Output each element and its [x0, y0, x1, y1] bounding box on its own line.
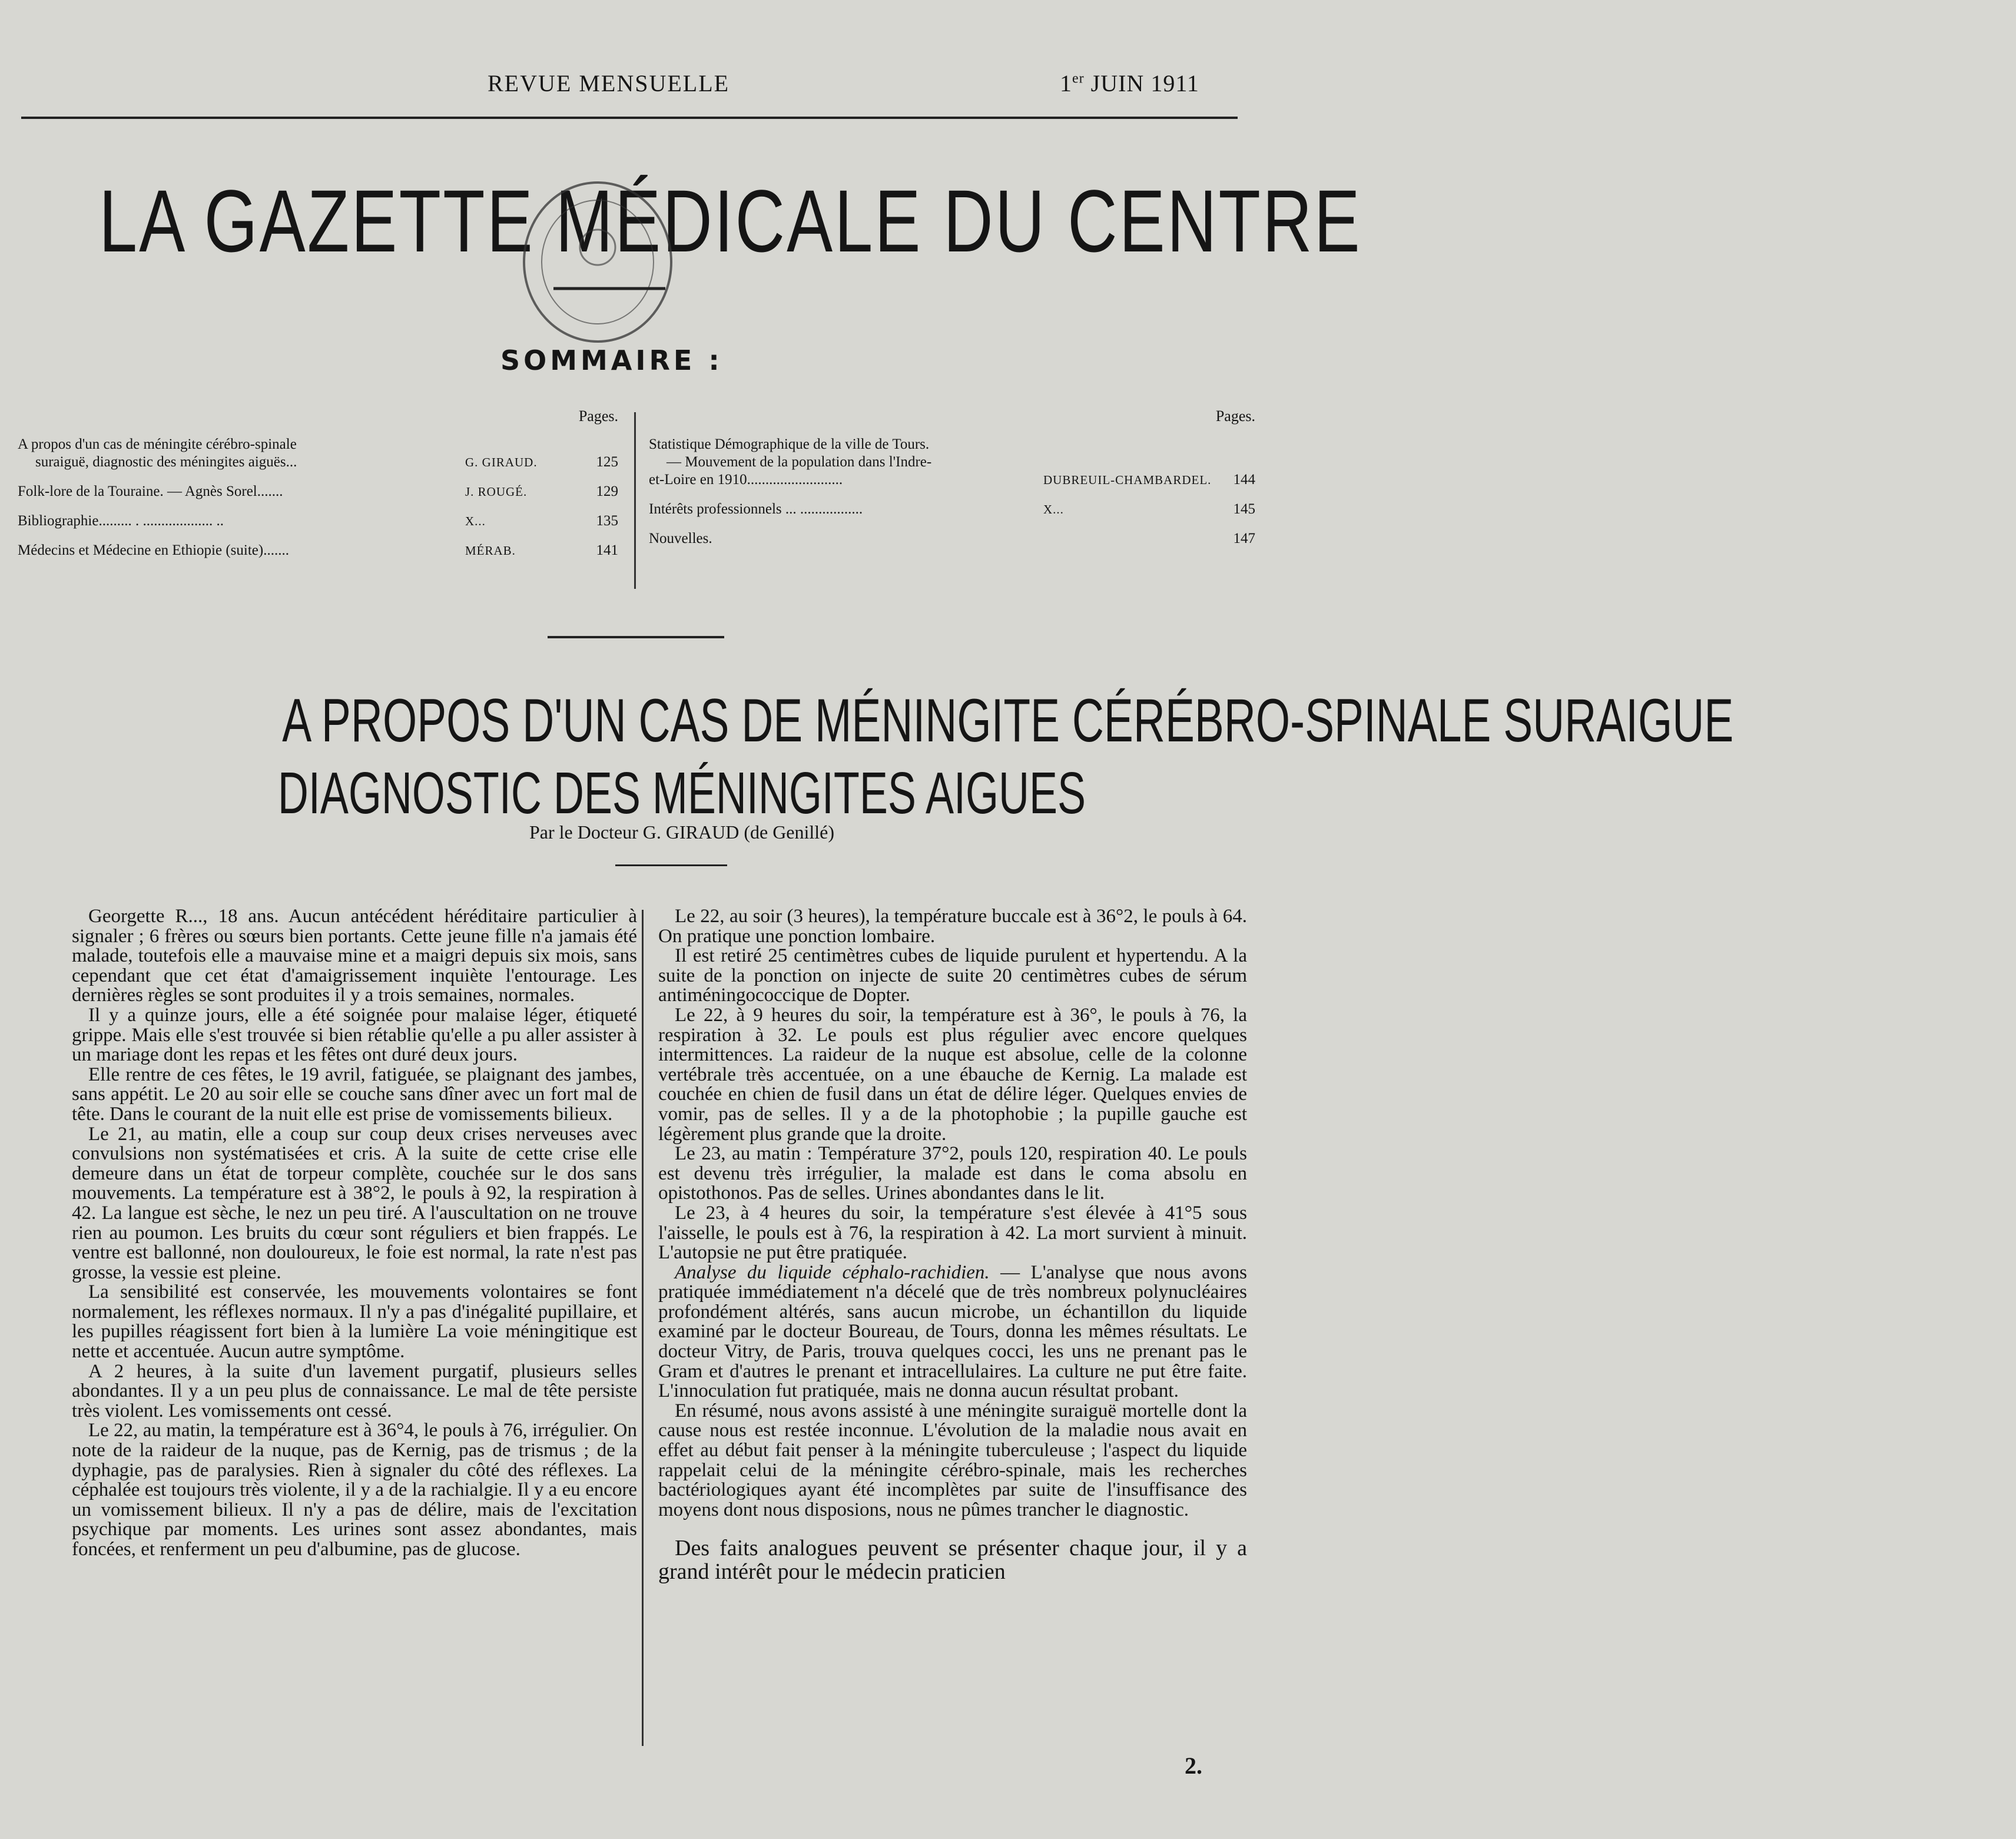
analyse-text: — L'analyse que nous avons pratiquée immédiatement n'a décelé que de très nombreux polynucléaires profondément altérés, sans aucun microbe, un échantillon du liquide examiné par le docteur Boureau, de Tours, donna les mêmes résultats. Le docteur Vitry, de Paris, trouva quelques cocci, les uns ne prenant pas le Gram et d'autres le prenant et intracellulaires. La culture ne put être faite. L'innoculation fut pratiquée, mais ne donna aucun résultat probant.	[658, 1261, 1247, 1402]
toc-entry	[649, 501, 1255, 518]
toc-entry	[18, 542, 618, 559]
toc-entry-author: X...	[1043, 502, 1064, 516]
toc-title-line: Statistique Démographique de la ville de Tours.	[649, 436, 930, 452]
sommaire-heading: SOMMAIRE :	[500, 344, 723, 376]
article-paragraph: Il est retiré 25 centimètres cubes de liquide purulent et hypertendu. A la suite de la ponction on injecte de suite 20 centimètres cubes de sérum antiméningococcique de Dopter.	[658, 945, 1247, 1006]
article-title-line1	[0, 686, 1734, 756]
article-title-line2	[0, 760, 1364, 827]
masthead-title: LA GAZETTE MÉDICALE DU CENTRE	[99, 171, 1362, 270]
right-paragraphs	[658, 907, 1247, 1263]
article-paragraph: Le 21, au matin, elle a coup sur coup deux crises nerveuses avec convulsions non systématisées et cris. A la suite de cette crise elle demeure dans un état de torpeur complète, couchée sur le dos sans mouvements. La température est à 38°2, le pouls à 92, la respiration à 42. La langue est sèche, le nez un peu tiré. A l'auscultation on ne trouve rien au poumon. Les bruits du cœur sont réguliers et bien frappés. Le ventre est ballonné, non douloureux, le foie est normal, la rate n'est pas grosse, la vessie est pleine.	[72, 1123, 637, 1283]
article-paragraph: Georgette R..., 18 ans. Aucun antécédent héréditaire particulier à signaler ; 6 frères ou sœurs bien portants. Cette jeune fille n'a jamais été malade, toutefois elle a mauvaise mine et a maigri depuis six mois, sans cependant que cet état d'amaigrissement inquiète l'entourage. Les dernières règles se sont produites il y a trois semaines, normales.	[72, 906, 637, 1006]
article-paragraph: Elle rentre de ces fêtes, le 19 avril, fatiguée, se plaignant des jambes, sans appétit. Le 20 au soir elle se couche sans dîner avec un fort mal de tête. Dans le courant de la nuit elle est prise de vomissements bilieux.	[72, 1063, 637, 1125]
toc-divider	[634, 412, 636, 589]
toc-left-list	[18, 436, 618, 559]
byline-rule	[615, 864, 727, 866]
issue-date	[1060, 69, 1199, 97]
toc-title-line: — Mouvement de la population dans l'Indre-	[667, 454, 932, 470]
toc-title-line: Bibliographie......... . ................... ..	[18, 513, 224, 529]
toc-entry-title	[649, 501, 1043, 518]
toc-title-line: Nouvelles.	[649, 531, 712, 546]
journal-kind: REVUE MENSUELLE	[488, 70, 730, 97]
analyse-paragraph	[658, 1263, 1247, 1401]
toc-entry	[18, 483, 618, 501]
article-paragraph: Le 23, au matin : Température 37°2, pouls 120, respiration 40. Le pouls est devenu très irrégulier, la malade est dans le coma absolu en opistothonos. Pas de selles. Urines abondantes dans le lit.	[658, 1143, 1247, 1204]
toc-title-line: A propos d'un cas de méningite cérébro-spinale	[18, 436, 297, 452]
toc-entry-page: 129	[596, 483, 618, 499]
toc-title-line: suraiguë, diagnostic des méningites aiguës...	[35, 454, 297, 470]
date-sup: er	[1072, 71, 1085, 87]
article-left-column	[72, 907, 637, 1560]
toc-title-line: Folk-lore de la Touraine. — Agnès Sorel.......	[18, 483, 283, 499]
pages-label: Pages.	[578, 407, 618, 425]
toc-title-line: Médecins et Médecine en Ethiopie (suite).......	[18, 542, 289, 558]
date-rest: JUIN 1911	[1090, 70, 1199, 97]
date-day: 1	[1060, 70, 1072, 97]
toc-entry-author: MÉRAB.	[465, 544, 516, 558]
toc-entry-page: 141	[596, 542, 618, 558]
toc-entry-title	[18, 542, 465, 559]
toc-entry-author: G. GIRAUD.	[465, 455, 538, 469]
section-rule	[548, 636, 724, 638]
article-paragraph: Le 22, à 9 heures du soir, la température est à 36°, le pouls à 76, la respiration à 32. Le pouls est plus régulier avec encore quelques intermittences. La raideur de la nuque est absolue, celle de la colonne vertébrale très accentuée, on a une ébauche de Kernig. La malade est couchée en chien de fusil dans un état de délire léger. Quelques envies de vomir, pas de selles. Il y a de la photophobie ; la pupille gauche est légèrement plus grande que la droite.	[658, 1004, 1247, 1145]
toc-entry-page: 125	[596, 454, 618, 470]
toc-entry-page: 144	[1233, 472, 1255, 488]
toc-entry-title	[18, 436, 465, 471]
toc-entry-page: 145	[1233, 501, 1255, 517]
toc-entry	[18, 512, 618, 530]
column-divider	[642, 910, 644, 1746]
toc-entry-author: X...	[465, 514, 486, 528]
article-paragraph: A 2 heures, à la suite d'un lavement purgatif, plusieurs selles abondantes. Il y a un peu plus de connaissance. Le mal de tête persiste très violent. Les vomissements ont cessé.	[72, 1360, 637, 1422]
article-paragraph: Le 22, au matin, la température est à 36°4, le pouls à 76, irrégulier. On note de la raideur de la nuque, pas de Kernig, pas de trismus ; de la dyphagie, pas de paralysies. Rien à signaler du côté des réflexes. La céphalée est toujours très violente, il y a de la rachialgie. Il y a eu encore un vomissement bilieux. Il n'y a pas de délire, mais de l'excitation psychique par moments. Les urines sont assez abondantes, mais foncées, et renferment un peu d'albumine, pas de glucose.	[72, 1420, 637, 1560]
page-folio: 2.	[1185, 1752, 1202, 1779]
toc-entry-title	[18, 512, 465, 530]
toc-left-column	[18, 407, 618, 571]
toc-entry	[649, 436, 1255, 489]
toc-entry-author: DUBREUIL-CHAMBARDEL.	[1043, 473, 1212, 487]
toc-entry	[18, 436, 618, 471]
article-right-column	[658, 907, 1247, 1583]
library-stamp	[518, 177, 677, 347]
article-paragraph: Le 22, au soir (3 heures), la température buccale est à 36°2, le pouls à 64. On pratique une ponction lombaire.	[658, 906, 1247, 947]
toc-title-line: et-Loire en 1910..........................	[649, 472, 843, 488]
pages-label-right: Pages.	[1215, 407, 1255, 425]
resume-paragraph: En résumé, nous avons assisté à une méningite suraiguë mortelle dont la cause nous est restée inconnue. L'évolution de la maladie nous avait en effet au début fait penser à la méningite tuberculeuse ; l'aspect du liquide rappelait celui de la méningite cérébro-spinale, mais les recherches bactériologiques ayant été incomplètes par suite de l'insuffisance des moyens dont nous disposions, nous ne pûmes trancher le diagnostic.	[658, 1400, 1247, 1520]
article-paragraph: Il y a quinze jours, elle a été soignée pour malaise léger, étiqueté grippe. Mais elle s'est trouvée si bien rétablie qu'elle a pu aller assister à un mariage dont les repas et les fêtes ont duré deux jours.	[72, 1004, 637, 1066]
toc-entry-title	[649, 436, 1043, 489]
toc-entry	[649, 530, 1255, 548]
toc-entry-author: J. ROUGÉ.	[465, 485, 528, 499]
article-title-line2-text: DIAGNOSTIC DES MÉNINGITES AIGUES	[277, 760, 1086, 826]
article-title-line1-text: A PROPOS D'UN CAS DE MÉNINGITE CÉRÉBRO-SPINALE SURAIGUE	[282, 687, 1734, 755]
article-paragraph: La sensibilité est conservée, les mouvements volontaires se font normalement, les réflexes normaux. Il n'y a pas d'inégalité pupillaire, et les pupilles réagissent fort bien à la lumière La voie méningitique est nette et accentuée. Aucun autre symptôme.	[72, 1281, 637, 1363]
header-rule	[21, 117, 1238, 119]
closing-paragraph: Des faits analogues peuvent se présenter chaque jour, il y a grand intérêt pour le médecin praticien	[658, 1536, 1247, 1585]
toc-entry-page: 147	[1233, 531, 1255, 546]
article-byline: Par le Docteur G. GIRAUD (de Genillé)	[529, 821, 835, 843]
toc-right-column	[649, 407, 1255, 559]
article-paragraph: Le 23, à 4 heures du soir, la température s'est élevée à 41°5 sous l'aisselle, le pouls est à 76, la respiration à 42. La mort survient à minuit. L'autopsie ne put être pratiquée.	[658, 1202, 1247, 1264]
analyse-heading: Analyse du liquide céphalo-rachidien.	[675, 1261, 990, 1283]
toc-title-line: Intérêts professionnels ... .................	[649, 501, 863, 517]
toc-entry-page: 135	[596, 513, 618, 529]
toc-entry-title	[649, 530, 1043, 548]
toc-right-list	[649, 436, 1255, 548]
toc-entry-title	[18, 483, 465, 501]
